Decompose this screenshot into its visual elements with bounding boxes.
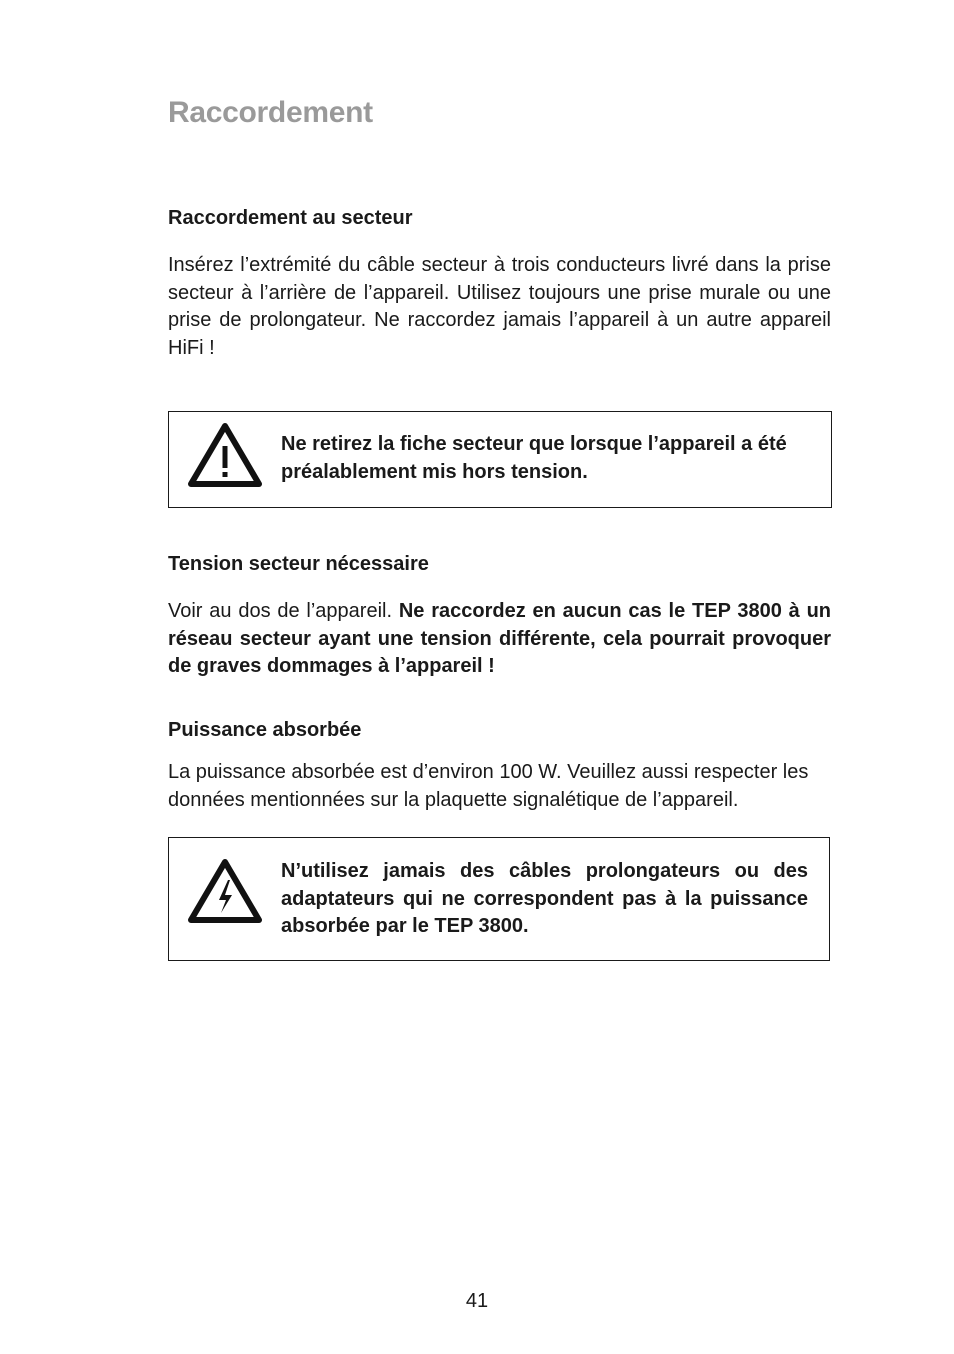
warning-exclamation-icon (187, 422, 263, 488)
warning-box-power-plug (168, 411, 832, 508)
warning-text-power-plug: Ne retirez la fiche secteur que lorsque l’appareil a été préalablement mis hors tension. (281, 433, 787, 483)
electrical-hazard-icon (187, 858, 263, 924)
section-heading-raccordement-secteur: Raccordement au secteur (168, 207, 413, 229)
page-title: Raccordement (168, 96, 373, 129)
paragraph-tension-secteur (168, 598, 831, 681)
paragraph-puissance-absorbee: La puissance absorbée est d’environ 100 W. Veuillez aussi respecter les données mentionnées sur la plaquette signalétique de l’appareil. (168, 761, 809, 811)
page-number: 41 (465, 1290, 489, 1312)
section-heading-puissance-absorbee: Puissance absorbée (168, 719, 362, 741)
section-heading-tension-secteur: Tension secteur nécessaire (168, 553, 429, 575)
warning-box-extension-cables (168, 837, 830, 961)
paragraph-tension-secteur-bold: Ne raccordez en aucun cas le TEP 3800 à un réseau secteur ayant une tension différente, cela pourrait provoquer de graves dommages à l’appareil ! (168, 600, 832, 677)
paragraph-tension-secteur-normal: Voir au dos de l’appareil. (168, 600, 399, 622)
paragraph-raccordement-secteur: Insérez l’extrémité du câble secteur à trois conducteurs livré dans la prise secteur à l’arrière de l’appareil. Utilisez toujours une prise murale ou une prise de prolongateur. Ne raccordez jamais l’appareil à un autre appareil HiFi ! (168, 254, 831, 359)
warning-text-extension-cables: N’utilisez jamais des câbles prolongateurs ou des adaptateurs qui ne correspondent pas à la puissance absorbée par le TEP 3800. (281, 860, 808, 937)
